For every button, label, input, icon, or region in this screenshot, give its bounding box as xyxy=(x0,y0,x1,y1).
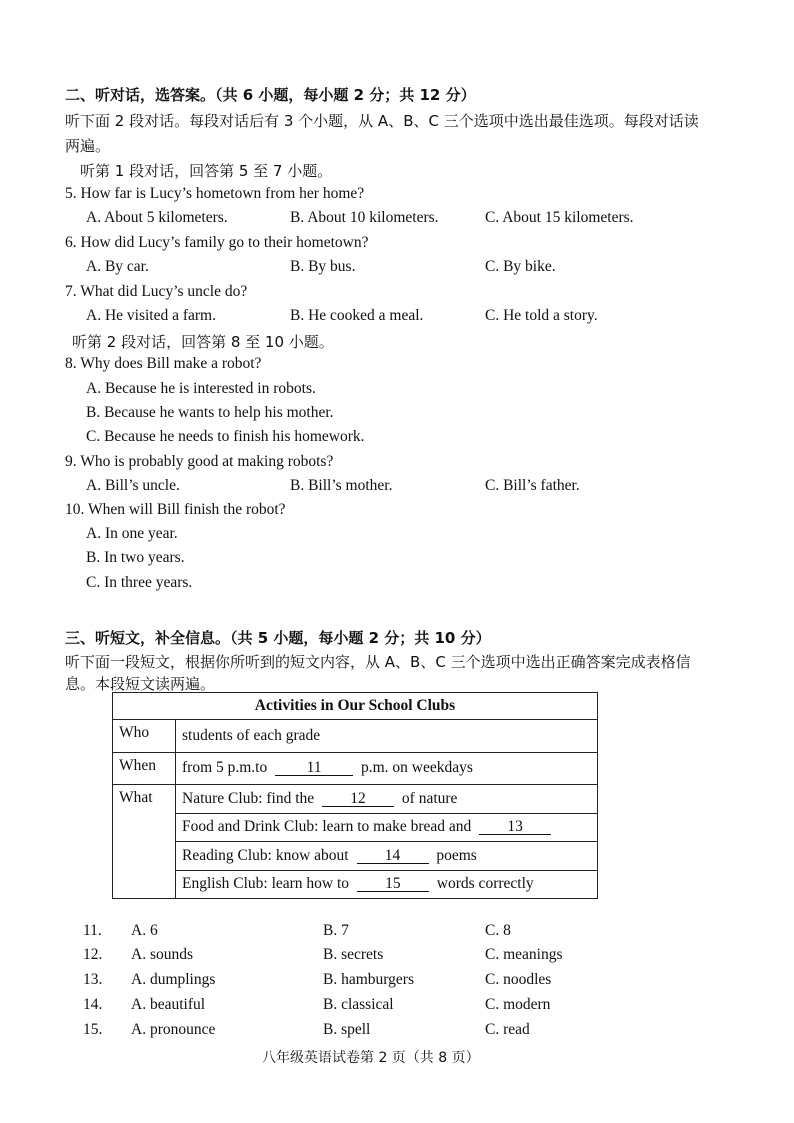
what-label: What xyxy=(113,785,176,899)
answer-13-a: A. dumplings xyxy=(131,971,216,988)
clubs-table xyxy=(112,692,598,899)
question-8-option-c: C. Because he needs to finish his homework. xyxy=(86,428,365,445)
blank-11: 11 xyxy=(275,760,353,776)
who-label: Who xyxy=(113,720,176,753)
answer-15-c: C. read xyxy=(485,1021,530,1038)
blank-12: 12 xyxy=(322,791,394,807)
nature-pre: Nature Club: find the xyxy=(182,789,315,807)
section3-heading: 三、听短文，补全信息。（共 5 小题，每小题 2 分；共 10 分） xyxy=(65,629,491,647)
answer-13-num: 13. xyxy=(83,971,103,988)
question-7-option-a: A. He visited a farm. xyxy=(86,307,216,324)
when-value xyxy=(176,752,598,785)
question-9-option-a: A. Bill’s uncle. xyxy=(86,477,180,494)
answer-12-b: B. secrets xyxy=(323,946,384,963)
question-7-option-c: C. He told a story. xyxy=(485,307,598,324)
english-pre: English Club: learn how to xyxy=(182,875,350,893)
question-7-option-b: B. He cooked a meal. xyxy=(290,307,424,324)
answer-14-a: A. beautiful xyxy=(131,996,206,1013)
reading-pre: Reading Club: know about xyxy=(182,846,349,864)
section3-instruction-line2: 息。本段短文读两遍。 xyxy=(65,675,216,693)
answer-13-b: B. hamburgers xyxy=(323,971,414,988)
what-row-nature xyxy=(176,785,598,814)
when-pre: from 5 p.m.to xyxy=(182,759,268,777)
answer-15-num: 15. xyxy=(83,1021,103,1038)
table-row-who xyxy=(113,720,598,753)
answer-12-num: 12. xyxy=(83,946,103,963)
answer-14-num: 14. xyxy=(83,996,103,1013)
section3-instruction-line1: 听下面一段短文，根据你所听到的短文内容，从 A、B、C 三个选项中选出正确答案完成表格信 xyxy=(65,653,691,671)
answer-11-b: B. 7 xyxy=(323,922,349,939)
dialog1-intro: 听第 1 段对话，回答第 5 至 7 小题。 xyxy=(80,162,333,180)
what-row-english xyxy=(176,870,598,899)
section2-heading: 二、听对话，选答案。（共 6 小题，每小题 2 分；共 12 分） xyxy=(65,86,476,104)
question-7: 7. What did Lucy’s uncle do? xyxy=(65,283,248,300)
question-10: 10. When will Bill finish the robot? xyxy=(65,501,286,518)
who-value: students of each grade xyxy=(176,720,598,753)
question-5-option-a: A. About 5 kilometers. xyxy=(86,209,228,226)
dialog2-intro: 听第 2 段对话，回答第 8 至 10 小题。 xyxy=(72,333,334,351)
table-row-what xyxy=(113,785,598,814)
question-8-option-a: A. Because he is interested in robots. xyxy=(86,380,316,397)
question-9-option-c: C. Bill’s father. xyxy=(485,477,580,494)
section2-instruction-line1: 听下面 2 段对话。每段对话后有 3 个小题，从 A、B、C 三个选项中选出最佳选项。每段对话读 xyxy=(65,112,699,130)
answer-12-c: C. meanings xyxy=(485,946,563,963)
question-8: 8. Why does Bill make a robot? xyxy=(65,355,262,372)
answer-14-c: C. modern xyxy=(485,996,551,1013)
food-pre: Food and Drink Club: learn to make bread and xyxy=(182,818,472,836)
table-title-row xyxy=(113,693,598,720)
nature-post: of nature xyxy=(401,789,458,807)
when-post: p.m. on weekdays xyxy=(361,759,473,777)
question-9: 9. Who is probably good at making robots? xyxy=(65,453,334,470)
answer-12-a: A. sounds xyxy=(131,946,194,963)
answer-15-b: B. spell xyxy=(323,1021,371,1038)
question-10-option-b: B. In two years. xyxy=(86,549,185,566)
table-row-english xyxy=(113,870,598,899)
blank-15: 15 xyxy=(357,876,429,892)
answer-13-c: C. noodles xyxy=(485,971,552,988)
what-row-food xyxy=(176,813,598,842)
table-row-reading xyxy=(113,842,598,871)
question-9-option-b: B. Bill’s mother. xyxy=(290,477,393,494)
question-10-option-c: C. In three years. xyxy=(86,574,193,591)
answer-11-num: 11. xyxy=(83,922,102,939)
what-row-reading xyxy=(176,842,598,871)
question-5-option-c: C. About 15 kilometers. xyxy=(485,209,634,226)
page-footer: 八年级英语试卷第 2 页（共 8 页） xyxy=(262,1050,480,1066)
question-5: 5. How far is Lucy’s hometown from her home? xyxy=(65,185,365,202)
question-6-option-c: C. By bike. xyxy=(485,258,556,275)
answer-11-a: A. 6 xyxy=(131,922,158,939)
question-5-option-b: B. About 10 kilometers. xyxy=(290,209,439,226)
section2-instruction-line2: 两遍。 xyxy=(65,137,111,155)
question-6-option-a: A. By car. xyxy=(86,258,149,275)
answer-11-c: C. 8 xyxy=(485,922,511,939)
table-title: Activities in Our School Clubs xyxy=(113,693,598,720)
english-post: words correctly xyxy=(436,875,534,893)
when-label: When xyxy=(113,752,176,785)
answer-14-b: B. classical xyxy=(323,996,394,1013)
question-10-option-a: A. In one year. xyxy=(86,525,178,542)
question-6: 6. How did Lucy’s family go to their hometown? xyxy=(65,234,369,251)
reading-post: poems xyxy=(436,846,477,864)
table-row-when xyxy=(113,752,598,785)
table-row-food xyxy=(113,813,598,842)
answer-15-a: A. pronounce xyxy=(131,1021,216,1038)
blank-14: 14 xyxy=(357,848,429,864)
blank-13: 13 xyxy=(479,819,551,835)
question-8-option-b: B. Because he wants to help his mother. xyxy=(86,404,334,421)
question-6-option-b: B. By bus. xyxy=(290,258,356,275)
